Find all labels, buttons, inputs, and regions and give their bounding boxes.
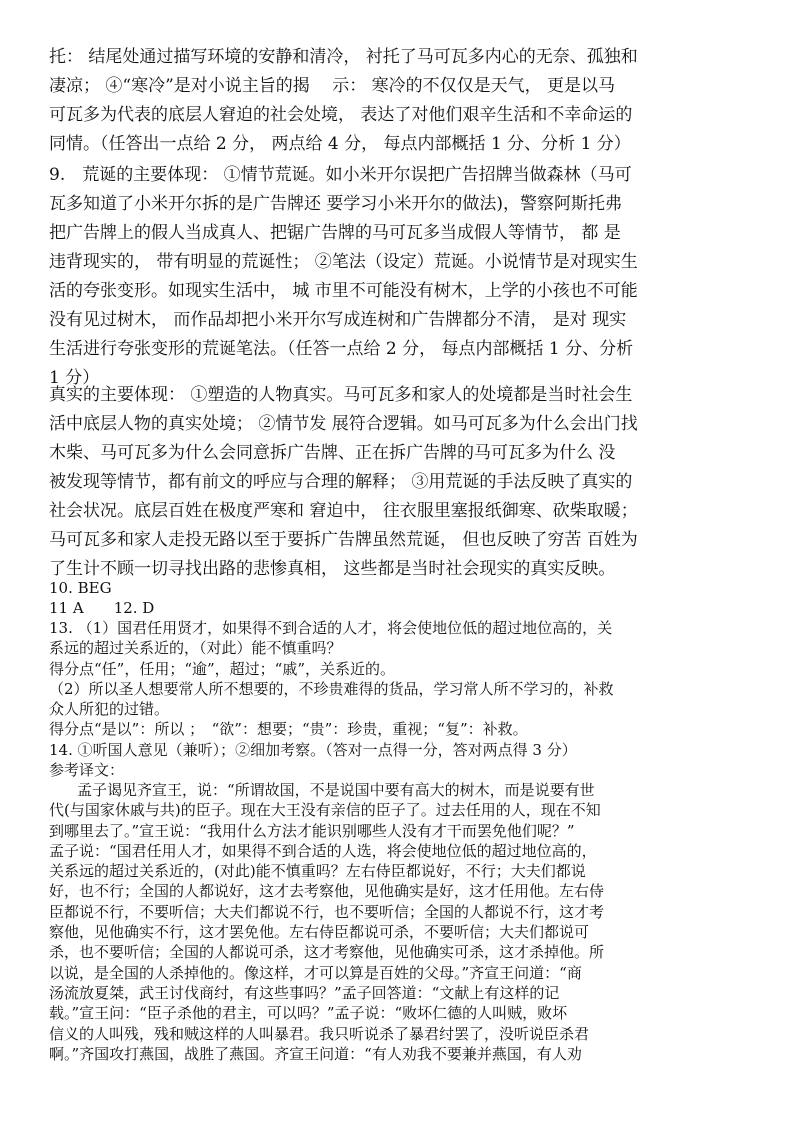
text-line: 孟子谒见齐宣王，说：“所谓故国，不是说国中要有高大的树木，而是说要有世 [77, 781, 595, 799]
text-line: 被发现等情节，都有前文的呼应与合理的解释； ③用荒诞的手法反映了真实的 [49, 472, 633, 492]
answers-10-12 [49, 578, 759, 619]
text-line: 违背现实的， 带有明显的荒诞性； ②笔法（设定）荒诞。小说情节是对现实生 [49, 252, 638, 272]
text-line: 载。”宣王问：“臣子杀他的君主，可以吗？”孟子说：“败坏仁德的人叫贼，败坏 [49, 1004, 568, 1023]
text-line: 了生计不顾一切寻找出路的悲惨真相， 这些都是当时社会现实的真实反映。 [49, 559, 616, 579]
text-line: 活中底层人物的真实处境； ②情节发 展符合逻辑。如马可瓦多为什么会出门找 [49, 414, 638, 434]
text-line: 汤流放夏桀，武王讨伐商纣，有这些事吗？”孟子回答道：“文献上有这样的记 [49, 983, 560, 1002]
text-line: 凄凉； ④“寒冷”是对小说主旨的揭 示： 寒冷的不仅仅是天气， 更是以马 [49, 76, 615, 96]
text-line: 啊。”齐国攻打燕国，战胜了燕国。齐宣王问道：“有人劝我不要兼并燕国，有人劝 [49, 1044, 582, 1063]
text-line: 信义的人叫残，残和贼这样的人叫暴君。我只听说杀了暴君纣罢了，没听说臣杀君 [49, 1024, 590, 1043]
text-line: 臣都说不行，不要听信；大夫们都说不行，也不要听信；全国的人都说不行，这才考 [49, 902, 605, 921]
text-line: 同情。（任答出一点给 2 分， 两点给 4 分， 每点内部概括 1 分、分析 1 分） [49, 134, 631, 154]
text-line: 1 分） [49, 368, 100, 388]
text-line: 参考译文： [49, 761, 125, 780]
text-line: 木柴、马可瓦多为什么会同意拆广告牌、正在拆广告牌的马可瓦多为什么 没 [49, 443, 616, 463]
text-line: 把广告牌上的假人当成真人、把锯广告牌的马可瓦多当成假人等情节， 都 是 [49, 223, 621, 243]
text-line: 关系远的超过关系近的，(对此)能不慎重吗？左右侍臣都说好，不行；大夫们都说 [49, 862, 586, 881]
text-line: 系远的超过关系近的，（对此）能不慎重吗？ [49, 639, 342, 658]
text-line: （2）所以圣人想要常人所不想要的，不珍贵难得的货品，学习常人所不学习的，补救 [49, 679, 614, 698]
text-line: 得分点“任”，任用；“逾”，超过；“戚”，关系近的。 [49, 659, 396, 678]
reference-translation [49, 780, 759, 1064]
answer-8-tail [49, 43, 759, 159]
text-line: 到哪里去了。”宣王说：“我用什么方法才能识别哪些人没有才干而罢免他们呢？” [49, 821, 575, 840]
text-line: 好，也不行；全国的人都说好，这才去考察他，见他确实是好，这才任用他。左右侍 [49, 882, 605, 901]
text-line: 察他，见他确实不行，这才罢免他。左右侍臣都说可杀，不要听信；大夫们都说可 [49, 923, 590, 942]
text-line: 孟子说：“国君任用人才，如果得不到合适的人选，将会使地位低的超过地位高的， [49, 841, 597, 860]
answers-13-14 [49, 618, 759, 780]
text-line: 托： 结尾处通过描写环境的安静和清冷， 衬托了马可瓦多内心的无奈、孤独和 [49, 47, 638, 67]
answer-9-absurd [49, 161, 759, 393]
text-line: 14. ①听国人意见（兼听）；②细加考察。（答对一点得一分，答对两点得 3 分） [49, 740, 577, 759]
text-line: 代(与国家休戚与共)的臣子。现在大王没有亲信的臣子了。过去任用的人，现在不知 [49, 801, 601, 820]
text-line: 以说，是全国的人杀掉他的。像这样，才可以算是百姓的父母。”齐宣王问道：“商 [49, 963, 582, 982]
text-line: 瓦多知道了小米开尔拆的是广告牌还 要学习小米开尔的做法)，警察阿斯托弗 [49, 194, 623, 214]
text-line: 众人所犯的过错。 [49, 700, 170, 719]
text-line: 社会状况。底层百姓在极度严寒和 窘迫中， 往衣服里塞报纸御寒、砍柴取暖； [49, 501, 638, 521]
text-line: 没有见过树木， 而作品却把小米开尔写成连树和广告牌都分不清， 是对 现实 [49, 310, 627, 330]
text-line: 10. BEG [49, 579, 112, 597]
text-line: 真实的主要体现： ①塑造的人物真实。马可瓦多和家人的处境都是当时社会生 [49, 385, 633, 405]
text-line: 杀，也不要听信；全国的人都说可杀，这才考察他，见他确实可杀，这才杀掉他。所 [49, 943, 605, 962]
text-line: 活的夸张变形。如现实生活中， 城 市里不可能没有树木，上学的小孩也不可能 [49, 281, 638, 301]
text-line: 马可瓦多和家人走投无路以至于要拆广告牌虽然荒诞， 但也反映了穷苦 百姓为 [49, 530, 638, 550]
text-line: 11 A 12. D [49, 599, 155, 618]
text-line: 9. 荒诞的主要体现： ①情节荒诞。如小米开尔误把广告招牌当做森林（马可 [49, 165, 632, 185]
text-line: 13. （1）国君任用贤才，如果得不到合适的人才，将会使地位低的超过地位高的，关 [49, 619, 613, 637]
text-line: 可瓦多为代表的底层人窘迫的社会处境， 表达了对他们艰辛生活和不幸命运的 [49, 105, 633, 125]
answer-9-real [49, 381, 759, 584]
text-line: 生活进行夸张变形的荒诞笔法。（任答一点给 2 分， 每点内部概括 1 分、分析 [49, 339, 634, 359]
text-line: 得分点“是以”：所以 ； “欲”：想要；“贵”：珍贵，重视；“复”：补救。 [49, 720, 528, 739]
